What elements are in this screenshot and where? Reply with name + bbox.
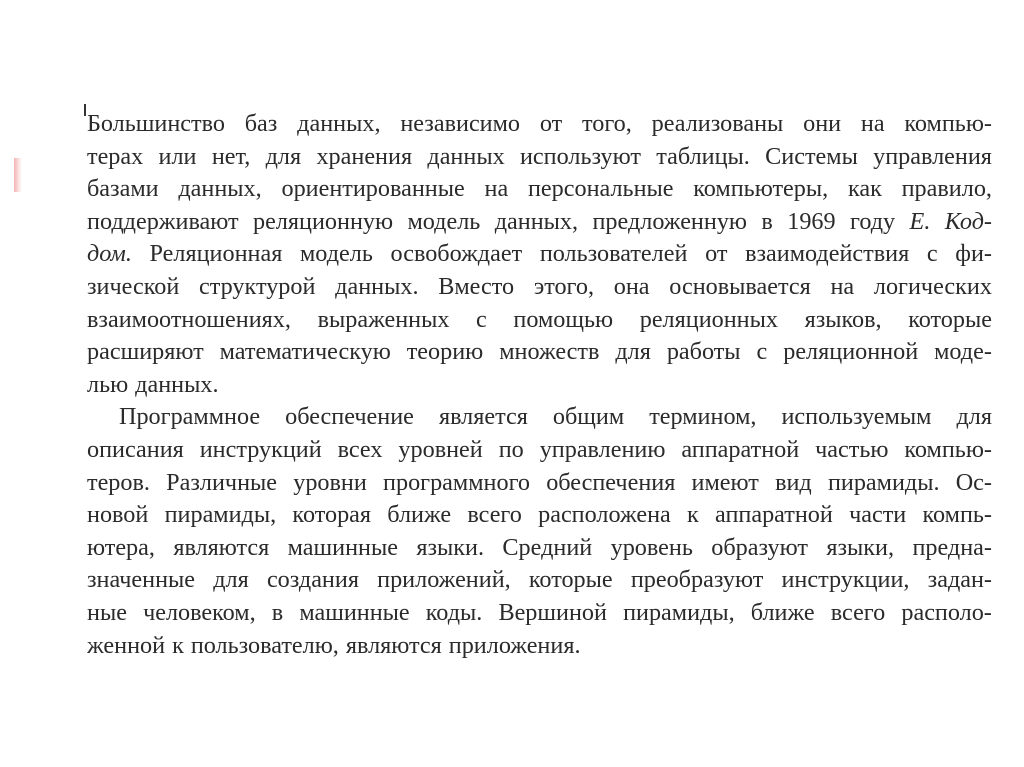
word: данных.: [135, 370, 219, 398]
text-line: [87, 141, 992, 174]
text-line: [87, 499, 992, 532]
text-line: [87, 206, 992, 239]
word: они: [803, 110, 842, 137]
word: терах: [87, 142, 144, 170]
word: Вместо: [438, 272, 515, 300]
word: 1969: [787, 207, 836, 235]
word: для: [615, 338, 651, 366]
word: или: [158, 142, 197, 170]
word: части: [849, 501, 907, 529]
word: компью-: [904, 110, 992, 137]
text-line: [87, 467, 992, 500]
word: описания: [87, 435, 184, 463]
word: языков,: [804, 305, 882, 333]
word: образуют: [711, 533, 808, 561]
paragraph: [87, 108, 992, 401]
word: Реляционная: [149, 240, 283, 268]
word: по: [498, 435, 524, 463]
word: является: [438, 403, 528, 431]
word: всех: [337, 435, 383, 463]
word: реляционных: [639, 305, 778, 333]
word: математическую: [219, 338, 391, 366]
word: поддерживают: [87, 207, 239, 235]
text-line: [87, 630, 992, 658]
word: с: [926, 240, 938, 268]
word: общим: [552, 403, 625, 431]
word: того,: [582, 110, 632, 137]
word: данных: [427, 142, 505, 170]
word: предна-: [912, 533, 992, 561]
word: обеспечение: [285, 403, 414, 431]
word: женной: [87, 631, 166, 658]
text-line: [87, 304, 992, 337]
word: дом.: [87, 240, 132, 268]
word: помощью: [513, 305, 614, 333]
word: данных,: [178, 175, 262, 203]
word: Различные: [166, 468, 278, 496]
text-line: [87, 108, 992, 141]
word: модель: [300, 240, 373, 268]
word: лью: [87, 370, 129, 398]
text-line: [87, 434, 992, 467]
word: значенные: [87, 566, 196, 594]
word: на: [860, 110, 885, 137]
word: пирамиды,: [164, 501, 277, 529]
word: Программное: [119, 403, 261, 431]
word: основывается: [669, 272, 811, 300]
word: нет,: [211, 142, 251, 170]
word: управлению: [539, 435, 666, 463]
word: реляционной: [783, 338, 919, 366]
word: всего: [830, 598, 886, 626]
text-line: [87, 271, 992, 304]
word: ближе: [387, 501, 452, 529]
word: взаимоотношениях,: [87, 305, 291, 333]
text-line: [87, 401, 992, 434]
text-line: [87, 532, 992, 565]
word: управления: [873, 142, 992, 170]
word: данных,: [297, 110, 381, 137]
word: в: [761, 207, 773, 235]
word: Код-: [944, 207, 992, 235]
word: частью: [815, 435, 889, 463]
word: компью-: [904, 435, 992, 463]
word: ориентированные: [281, 175, 465, 203]
word: которые: [528, 566, 613, 594]
word: реляционную: [253, 207, 394, 235]
word: освобождает: [390, 240, 523, 268]
text-line: [87, 238, 992, 271]
word: которая: [292, 501, 372, 529]
word: году: [850, 207, 896, 235]
word: обеспечения: [546, 468, 676, 496]
word: инструкций: [199, 435, 322, 463]
word: создания: [266, 566, 359, 594]
word: расположена: [538, 501, 671, 529]
text-line: [87, 173, 992, 206]
word: ближе: [750, 598, 815, 626]
word: этого,: [533, 272, 595, 300]
word: уровень: [610, 533, 693, 561]
word: реализованы: [651, 110, 784, 137]
word: множеств: [499, 338, 600, 366]
word: Большинство: [87, 110, 225, 137]
word: логических: [873, 272, 992, 300]
word: человеком,: [143, 598, 256, 626]
word: задан-: [927, 566, 992, 594]
word: на: [830, 272, 855, 300]
word: баз: [244, 110, 278, 137]
word: используемым: [781, 403, 932, 431]
word: вид: [775, 468, 812, 496]
word: таблицы.: [656, 142, 750, 170]
word: от: [539, 110, 563, 137]
text-line: [87, 336, 992, 369]
word: имеют: [691, 468, 759, 496]
word: приложения.: [448, 631, 581, 658]
word: пирамиды,: [623, 598, 735, 626]
word: коды.: [425, 598, 483, 626]
word: пользователю,: [190, 631, 339, 658]
word: которые: [908, 305, 992, 333]
word: выраженных: [317, 305, 450, 333]
word: компьютеры,: [693, 175, 829, 203]
word: ные: [87, 598, 127, 626]
word: в: [271, 598, 284, 626]
word: предложенную: [592, 207, 747, 235]
word: Вершиной: [498, 598, 607, 626]
word: аппаратной: [715, 501, 833, 529]
word: используют: [519, 142, 641, 170]
word: Ос-: [955, 468, 992, 496]
word: являются: [173, 533, 270, 561]
word: Системы: [765, 142, 858, 170]
word: работы: [666, 338, 741, 366]
word: к: [687, 501, 699, 529]
word: к: [172, 631, 184, 658]
word: термином,: [649, 403, 757, 431]
word: от: [705, 240, 728, 268]
word: она: [613, 272, 650, 300]
word: для: [956, 403, 992, 431]
word: преобразуют: [630, 566, 764, 594]
word: пирамиды.: [827, 468, 940, 496]
word: расширяют: [87, 338, 204, 366]
word: моде-: [934, 338, 992, 366]
word: новой: [87, 501, 149, 529]
word: базами: [87, 175, 159, 203]
word: компь-: [922, 501, 992, 529]
paragraph: [87, 401, 992, 657]
word: зической: [87, 272, 180, 300]
word: структурой: [199, 272, 316, 300]
word: программного: [383, 468, 530, 496]
word: с: [476, 305, 487, 333]
word: для: [213, 566, 249, 594]
word: для: [265, 142, 302, 170]
word: языки,: [826, 533, 895, 561]
word: данных,: [494, 207, 579, 235]
word: уровни: [293, 468, 367, 496]
word: приложений,: [377, 566, 511, 594]
document-text: [87, 108, 992, 658]
word: независимо: [400, 110, 521, 137]
word: являются: [345, 631, 442, 658]
word: пользователей: [539, 240, 688, 268]
word: хранения: [316, 142, 413, 170]
word: инструкции,: [781, 566, 910, 594]
word: машинные: [287, 533, 398, 561]
word: с: [756, 338, 768, 366]
word: Е.: [909, 207, 931, 235]
text-line: [87, 597, 992, 630]
word: располо-: [901, 598, 992, 626]
word: аппаратной: [681, 435, 800, 463]
word: взаимодействия: [745, 240, 910, 268]
word: языки.: [416, 533, 485, 561]
word: модель: [407, 207, 481, 235]
text-line: [87, 564, 992, 597]
word: ютера,: [87, 533, 155, 561]
word: всего: [467, 501, 522, 529]
word: теров.: [87, 468, 150, 496]
word: машинные: [299, 598, 410, 626]
word: уровней: [398, 435, 483, 463]
tick-mark: [84, 104, 86, 116]
word: правило,: [901, 175, 992, 203]
word: персональные: [527, 175, 674, 203]
page-edge-mark: [14, 158, 22, 192]
word: теорию: [406, 338, 484, 366]
word: данных.: [335, 272, 419, 300]
text-line: [87, 369, 992, 402]
word: Средний: [502, 533, 593, 561]
word: фи-: [955, 240, 992, 268]
word: на: [484, 175, 509, 203]
word: как: [847, 175, 882, 203]
